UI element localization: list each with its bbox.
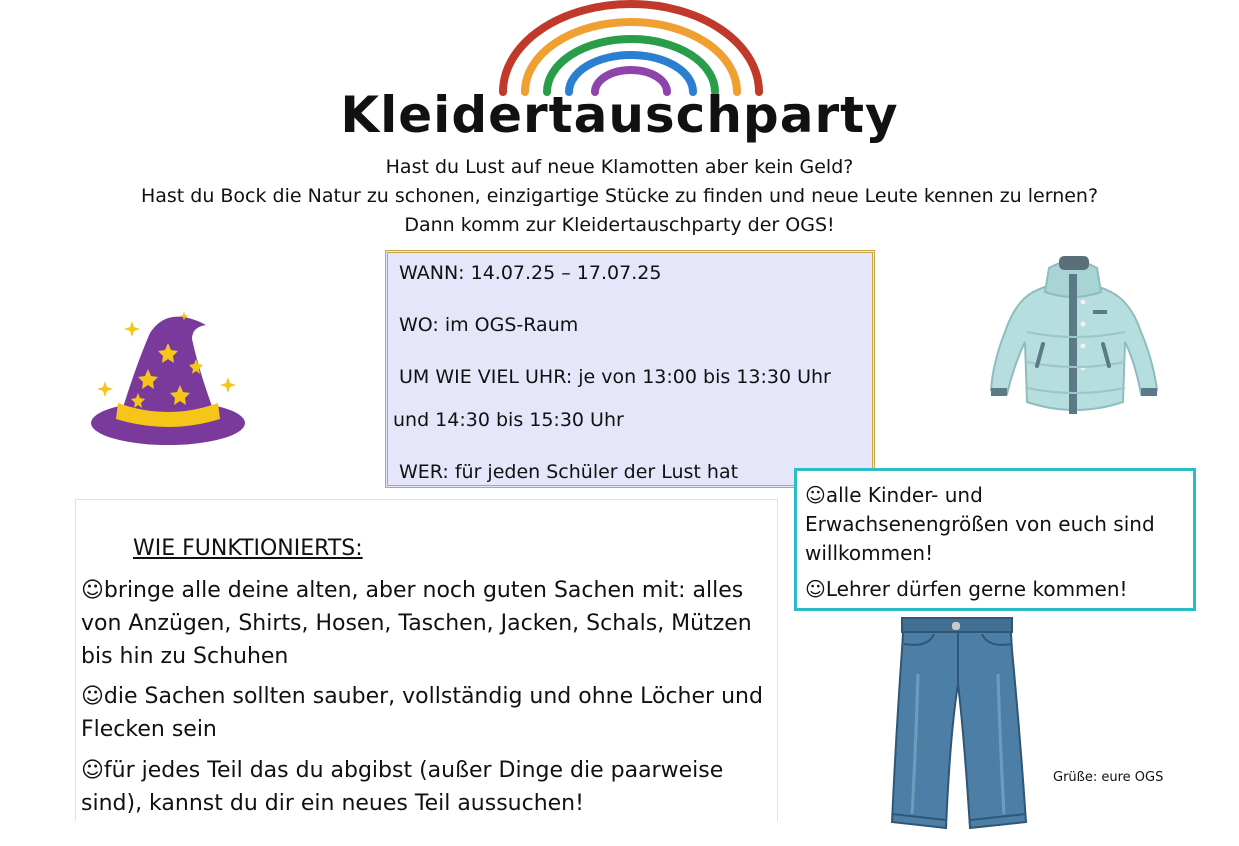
note-item: ☺alle Kinder- und Erwachsenengrößen von euch sind willkommen! (805, 483, 1155, 565)
note-item: ☺Lehrer dürfen gerne kommen! (805, 577, 1128, 601)
how-it-works-box (75, 499, 778, 821)
intro-line: Hast du Bock die Natur zu schonen, einzigartige Stücke zu finden und neue Leute kennen zu lernen? (140, 185, 1099, 207)
jacket-icon (985, 252, 1160, 418)
how-it-works-title: WIE FUNKTIONIERTS: (133, 536, 363, 561)
page-title: Kleidertauschparty (340, 86, 899, 144)
rainbow-icon (495, 0, 767, 96)
info-time: UM WIE VIEL UHR: je von 13:00 bis 13:30 Uhr (399, 366, 831, 388)
how-item: ☺die Sachen sollten sauber, vollständig und ohne Löcher und Flecken sein (81, 684, 763, 742)
intro-line: Hast du Lust auf neue Klamotten aber kein Geld? (385, 156, 854, 178)
info-who: WER: für jeden Schüler der Lust hat (399, 461, 739, 483)
how-item: ☺bringe alle deine alten, aber noch guten Sachen mit: alles von Anzügen, Shirts, Hosen, Taschen, Jacken, Schals, Mützen bis hin zu Schuhen (81, 578, 752, 669)
notes-box (794, 468, 1196, 611)
event-info-box (385, 250, 875, 488)
how-item: ☺für jedes Teil das du abgibst (außer Dinge die paarweise sind), kannst du dir ein neues Teil aussuchen! (81, 758, 724, 816)
info-when: WANN: 14.07.25 – 17.07.25 (399, 262, 662, 284)
intro-line: Dann komm zur Kleidertauschparty der OGS! (404, 214, 835, 236)
info-where: WO: im OGS-Raum (399, 314, 579, 336)
info-time-continued: und 14:30 bis 15:30 Uhr (393, 409, 624, 431)
wizard-hat-icon (88, 305, 248, 450)
jeans-icon (888, 614, 1028, 836)
signature: Grüße: eure OGS (1053, 770, 1164, 785)
